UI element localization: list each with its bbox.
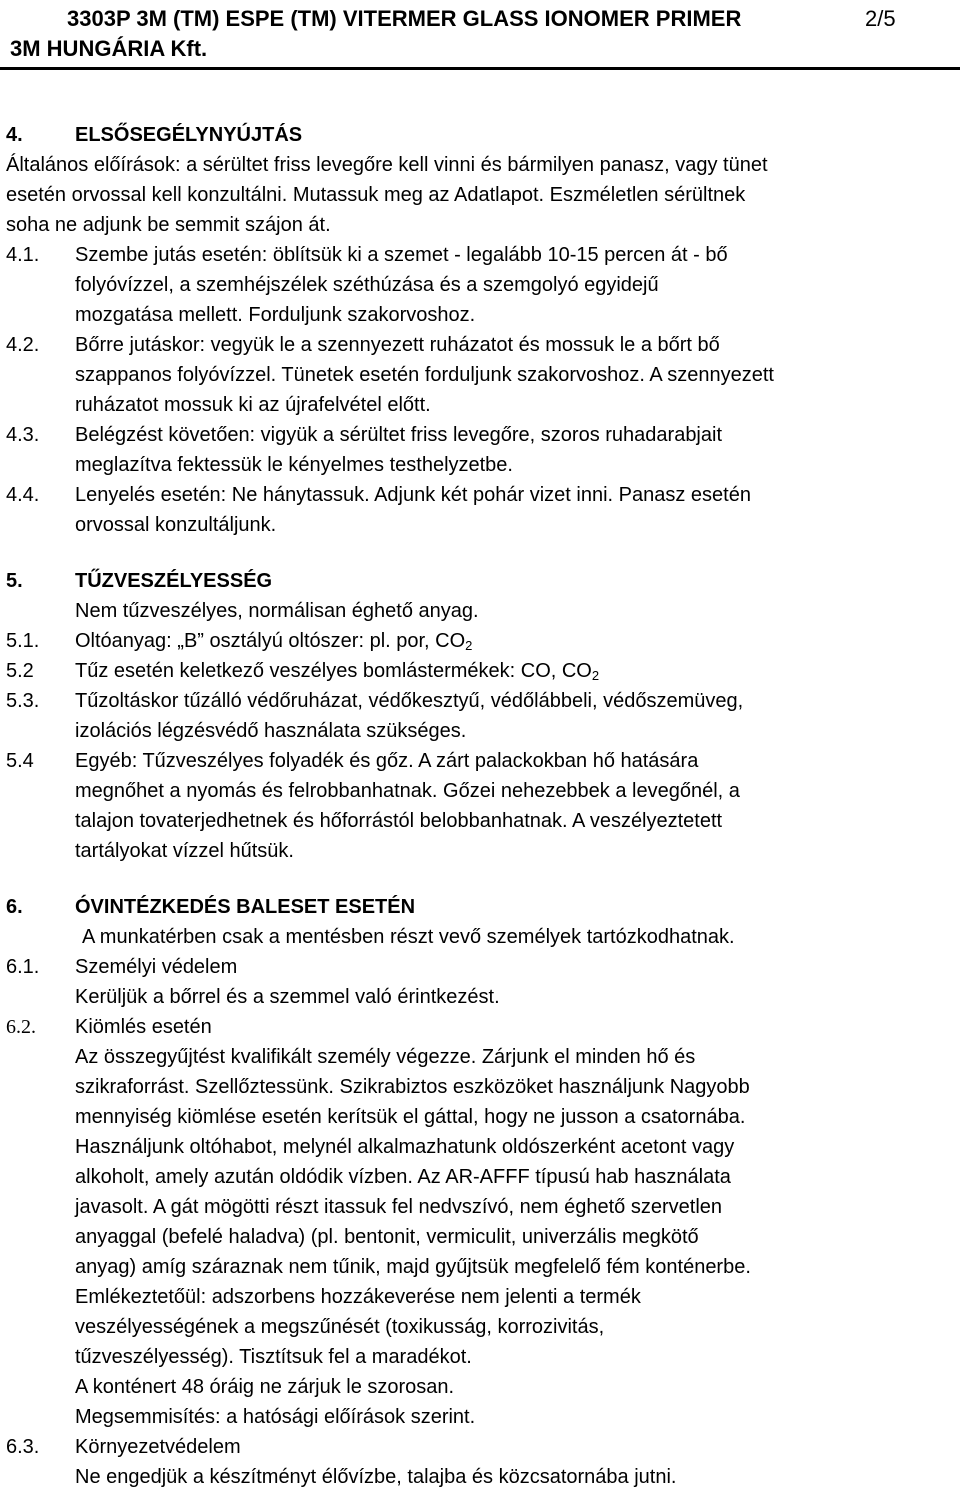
paragraph-line: folyóvízzel, a szemhéjszélek széthúzása és a szemgolyó egyidejű — [75, 274, 659, 296]
item-5-1: 5.1. Oltóanyag: „B” osztályú oltószer: pl. por, $CO_2$ — [6, 630, 473, 653]
paragraph-line: ruházatot mossuk ki az újrafelvétel előtt. — [75, 394, 431, 416]
paragraph-line: talajon tovaterjedhetnek és hőforrástól belobbanhatnak. A veszélyeztetett — [75, 810, 723, 832]
page-number: 2/5 — [865, 6, 896, 31]
item-5-3: 5.3. Tűzoltáskor tűzálló védőruházat, védőkesztyű, védőlábbeli, védőszemüveg, — [6, 690, 744, 712]
paragraph-line: anyaggal (befelé haladva) (pl. bentonit, vermiculit, univerzális megkötő — [75, 1226, 699, 1248]
paragraph-line: Emlékeztetőül: adszorbens hozzákeverése nem jelenti a termék — [75, 1286, 641, 1308]
paragraph-line: anyag) amíg száraznak nem tűnik, majd gyűjtsük megfelelő fém konténerbe. — [75, 1256, 751, 1278]
item-4-2: 4.2. Bőrre jutáskor: vegyük le a szennyezett ruházatot és mossuk le a bőrt bő — [6, 334, 720, 356]
paragraph-line: javasolt. A gát mögötti részt itassuk fel nedvszívó, nem éghető szervetlen — [75, 1196, 723, 1218]
paragraph-line: alkoholt, amely azután oldódik vízben. Az AR-AFFF típusú hab használata — [75, 1166, 731, 1188]
paragraph-line: szappanos folyóvízzel. Tünetek esetén forduljunk szakorvoshoz. A szennyezett — [75, 364, 774, 386]
item-5-4: 5.4 Egyéb: Tűzveszélyes folyadék és gőz. A zárt palackokban hő hatására — [6, 750, 699, 772]
section-number: 5. — [6, 570, 23, 592]
product-title: 3303P 3M (TM) ESPE (TM) VITERMER GLASS IONOMER PRIMER — [67, 6, 742, 31]
paragraph-line: mennyiség kiömlése esetén kerítsük el gáttal, hogy ne jusson a csatornába. — [75, 1106, 746, 1128]
company-name: 3M HUNGÁRIA Kft. — [10, 36, 208, 61]
item-4-1: 4.1. Szembe jutás esetén: öblítsük ki a szemet - legalább 10-15 percen át - bő — [6, 244, 728, 266]
paragraph-line: A konténert 48 óráig ne zárjuk le szorosan. — [75, 1376, 455, 1398]
item-4-4: 4.4. Lenyelés esetén: Ne hánytassuk. Adjunk két pohár vizet inni. Panasz esetén — [6, 484, 751, 506]
paragraph-line: megnőhet a nyomás és felrobbanhatnak. Gőzei nehezebbek a levegőnél, a — [75, 780, 740, 802]
paragraph-line: tartályokat vízzel hűtsük. — [75, 840, 294, 862]
paragraph-line: orvossal konzultáljunk. — [75, 514, 277, 536]
paragraph-line: mozgatása mellett. Forduljunk szakorvoshoz. — [75, 304, 476, 326]
item-6-2: 6.2. Kiömlés esetén — [6, 1016, 212, 1038]
paragraph-line: Általános előírások: a sérültet friss levegőre kell vinni és bármilyen panasz, vagy tünet — [6, 154, 768, 176]
paragraph-line: Megsemmisítés: a hatósági előírások szerint. — [75, 1406, 476, 1428]
paragraph-line: Kerüljük a bőrrel és a szemmel való érintkezést. — [75, 986, 500, 1008]
paragraph-line: tűzveszélyesség). Tisztítsuk fel a maradékot. — [75, 1346, 472, 1368]
section-5-heading — [0, 566, 960, 596]
paragraph-line: Használjunk oltóhabot, melynél alkalmazhatunk oldószerként acetont vagy — [75, 1136, 735, 1158]
paragraph-line: Nem tűzveszélyes, normálisan éghető anyag. — [75, 600, 479, 622]
document-body — [0, 120, 960, 1492]
paragraph-line: soha ne adjunk be semmit szájon át. — [6, 214, 331, 236]
paragraph-line: A munkatérben csak a mentésben részt vevő személyek tartózkodhatnak. — [82, 926, 735, 948]
item-5-2: 5.2 Tűz esetén keletkező veszélyes bomlástermékek: CO, $CO_2$ — [6, 660, 600, 683]
paragraph-line: meglazítva fektessük le kényelmes testhelyzetbe. — [75, 454, 513, 476]
section-title: ÓVINTÉZKEDÉS BALESET ESETÉN — [75, 896, 416, 918]
paragraph-line: izolációs légzésvédő használata szükséges. — [75, 720, 467, 742]
paragraph-line: veszélyességének a megszűnését (toxikusság, korrozivitás, — [75, 1316, 605, 1338]
section-number: 6. — [6, 896, 23, 918]
section-number: 4. — [6, 124, 23, 146]
section-4-heading — [0, 120, 960, 150]
section-title: ELSŐSEGÉLYNYÚJTÁS — [75, 124, 303, 146]
paragraph-line: Ne engedjük a készítményt élővízbe, talajba és közcsatornába jutni. — [75, 1466, 677, 1488]
document-header — [0, 0, 960, 70]
item-6-3: 6.3. Környezetvédelem — [6, 1436, 241, 1458]
paragraph-line: esetén orvossal kell konzultálni. Mutassuk meg az Adatlapot. Eszméletlen sérültnek — [6, 184, 746, 206]
item-4-3: 4.3. Belégzést követően: vigyük a sérültet friss levegőre, szoros ruhadarabjait — [6, 424, 723, 446]
paragraph-line: Az összegyűjtést kvalifikált személy végezze. Zárjunk el minden hő és — [75, 1046, 696, 1068]
item-6-1: 6.1. Személyi védelem — [6, 956, 238, 978]
paragraph-line: szikraforrást. Szellőztessünk. Szikrabiztos eszközöket használjunk Nagyobb — [75, 1076, 750, 1098]
section-title: TŰZVESZÉLYESSÉG — [75, 570, 273, 592]
section-6-heading — [0, 892, 960, 922]
